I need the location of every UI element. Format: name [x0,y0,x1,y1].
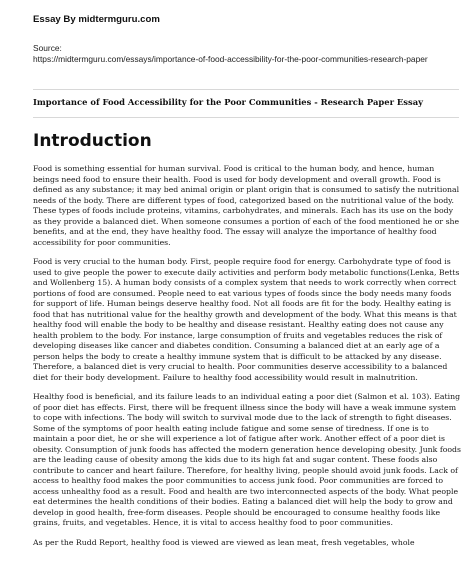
paragraph: Food is something essential for human survival. Food is critical to the human body, and hence, human beings need food to ensure their health. Food is used for body development and overall growth. Food is defined as any substance; it may bed animal origin or plant origin that is consumed to satisfy the nutritional needs of the body. There are different types of food, categorized based on the nutritional value of the body. These types of foods include proteins, vitamins, carbohydrates, and minerals. Each has its use on the body as they provide a balanced diet. When someone consumes a portion of each of the food mentioned he or she benefits, and at the end, they have healthy food. The essay will analyze the importance of healthy food accessibility for poor communities. [33,164,460,247]
title-divider-bottom [33,117,459,118]
source-label: Source: [33,43,62,53]
document-title: Importance of Food Accessibility for the Poor Communities - Research Paper Essay [33,97,424,107]
essay-body [33,164,461,557]
section-heading: Introduction [33,131,152,151]
paragraph: Healthy food is beneficial, and its failure leads to an individual eating a poor diet (Salmon et al. 103). Eating of poor diet has effects. First, there will be frequent illness since the body will have a weak immune system to cope with infections. The body will switch to survival mode due to the lack of strength to fight diseases. Some of the symptoms of poor health eating include fatigue and some sense of tiredness. If one is to maintain a poor diet, he or she will experience a lot of fatigue after work. Another effect of a poor diet is obesity. Consumption of junk foods has affected the modern generation hence developing obesity. Junk foods are the leading cause of obesity among the kids due to its high fat and sugar content. These foods also contribute to cancer and heart failure. Therefore, for healthy living, people should avoid junk foods. Lack of access to healthy food makes the poor communities to access junk food. Poor communities are forced to access unhealthy food as a result. Food and health are two interconnected aspects of the body. What people eat determines the health conditions of their bodies. Eating a balanced diet will help the body to grow and develop in good health, free-form diseases. People should be encouraged to consume healthy foods like grains, fruits, and vegetables. Hence, it is vital to access healthy food to poor communities. [33,392,461,527]
title-divider-top [33,89,459,90]
source-link[interactable]: https://midtermguru.com/essays/importance-of-food-accessibility-for-the-poor-communities-research-paper [33,54,428,64]
site-brand: Essay By midtermguru.com [33,14,160,25]
paragraph: As per the Rudd Report, healthy food is viewed are viewed as lean meat, fresh vegetables, whole [33,537,415,547]
paragraph: Food is very crucial to the human body. First, people require food for energy. Carbohydrate type of food is used to give people the power to execute daily activities and perform body metabolic functions(Lenka, Betts and Wollenberg 15). A human body consists of a complex system that needs to work correctly when correct portions of food are consumed. People need to eat various types of foods since the body needs many foods for support of life. Human beings deserve healthy food. Not all foods are fit for the body. Healthy eating is food that has nutritional value for the healthy growth and development of the body. What this means is that healthy food will enable the body to be healthy and disease resistant. Healthy eating does not cause any health problem to the body. For instance, large consumption of fruits and vegetables reduces the risk of developing diseases like cancer and diabetes condition. Consuming a balanced diet at an early age of a person helps the body to create a healthy immune system that is difficult to be attacked by any disease. Therefore, a balanced diet is very crucial to health. Poor communities deserve accessibility to a balanced diet for their body development. Failure to healthy food accessibility would result in malnutrition. [33,257,460,382]
source-block [33,43,459,65]
